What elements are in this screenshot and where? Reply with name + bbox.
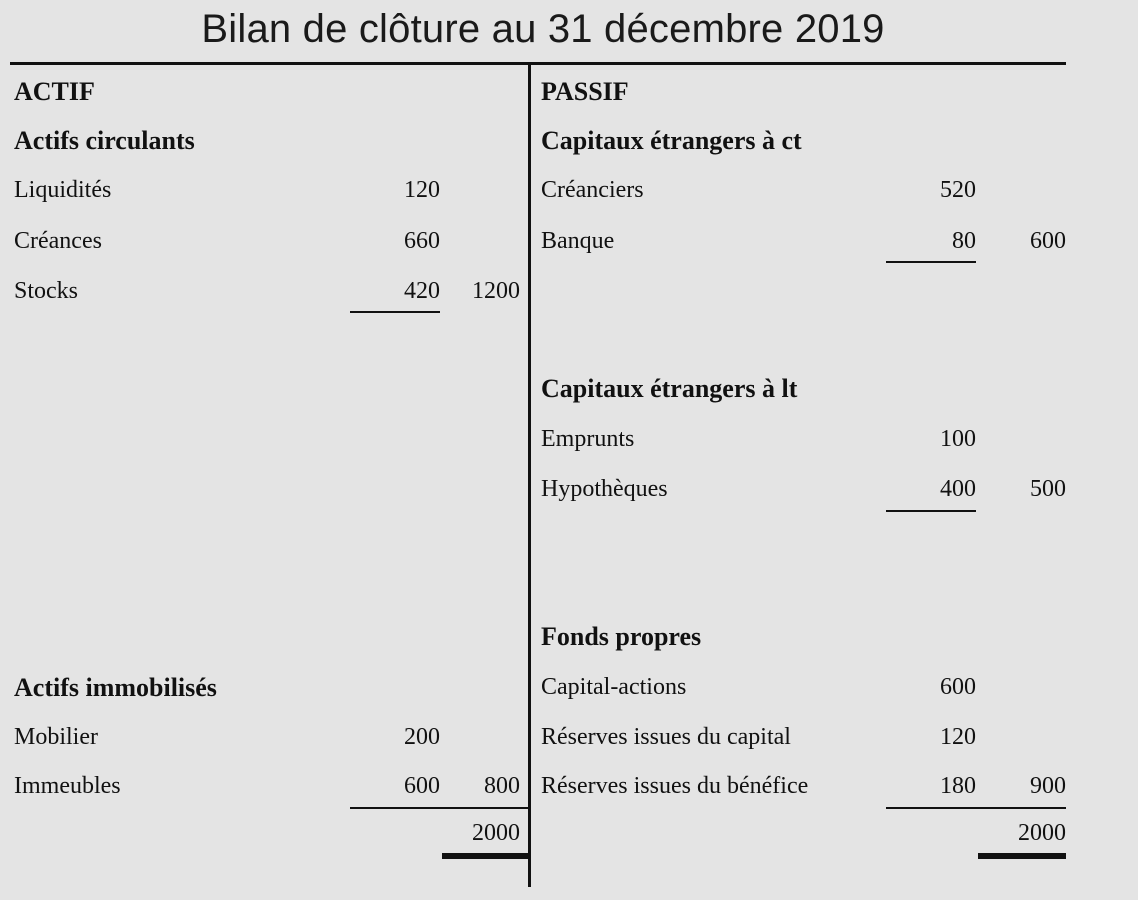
row-amount-stocks: 420 [404,278,440,304]
row-amount-reserves-benefice: 180 [940,773,976,799]
underline-hypotheques [886,510,976,512]
actif-total: 2000 [472,820,520,846]
row-amount-immeubles: 600 [404,773,440,799]
subtotal-fonds-propres: 900 [1030,773,1066,799]
row-label-banque: Banque [541,228,615,254]
row-amount-capital-actions: 600 [940,674,976,700]
row-label-liquidites: Liquidités [14,177,112,203]
actif-total-double-rule [442,853,528,859]
subtotal-actifs-circulants: 1200 [472,278,520,304]
row-label-creances: Créances [14,228,102,254]
subtotal-capitaux-ct: 600 [1030,228,1066,254]
actifs-immobilises-heading: Actifs immobilisés [14,673,217,702]
center-divider [528,65,531,887]
passif-heading: PASSIF [541,77,629,106]
row-amount-liquidites: 120 [404,177,440,203]
fonds-propres-heading: Fonds propres [541,622,702,651]
row-label-reserves-capital: Réserves issues du capital [541,724,791,750]
underline-stocks [350,311,440,313]
underline-immeubles [350,807,528,809]
row-label-emprunts: Emprunts [541,426,635,452]
actif-heading: ACTIF [14,77,95,106]
row-label-reserves-benefice: Réserves issues du bénéfice [541,773,809,799]
passif-total-double-rule [978,853,1066,859]
row-amount-creances: 660 [404,228,440,254]
passif-total: 2000 [1018,820,1066,846]
capitaux-ct-heading: Capitaux étrangers à ct [541,126,802,155]
row-amount-reserves-capital: 120 [940,724,976,750]
page-title: Bilan de clôture au 31 décembre 2019 [201,7,885,51]
capitaux-lt-heading: Capitaux étrangers à lt [541,374,798,403]
underline-reserves-benefice [886,807,1066,809]
row-label-mobilier: Mobilier [14,724,98,750]
row-label-hypotheques: Hypothèques [541,476,668,502]
row-amount-hypotheques: 400 [940,476,976,502]
row-label-capital-actions: Capital-actions [541,674,687,700]
actifs-circulants-heading: Actifs circulants [14,126,195,155]
subtotal-actifs-immobilises: 800 [484,773,520,799]
header-rule [10,62,1066,65]
underline-banque [886,261,976,263]
row-label-immeubles: Immeubles [14,773,121,799]
row-amount-emprunts: 100 [940,426,976,452]
row-amount-mobilier: 200 [404,724,440,750]
row-label-stocks: Stocks [14,278,79,304]
row-label-creanciers: Créanciers [541,177,644,203]
row-amount-banque: 80 [952,228,976,254]
row-amount-creanciers: 520 [940,177,976,203]
subtotal-capitaux-lt: 500 [1030,476,1066,502]
